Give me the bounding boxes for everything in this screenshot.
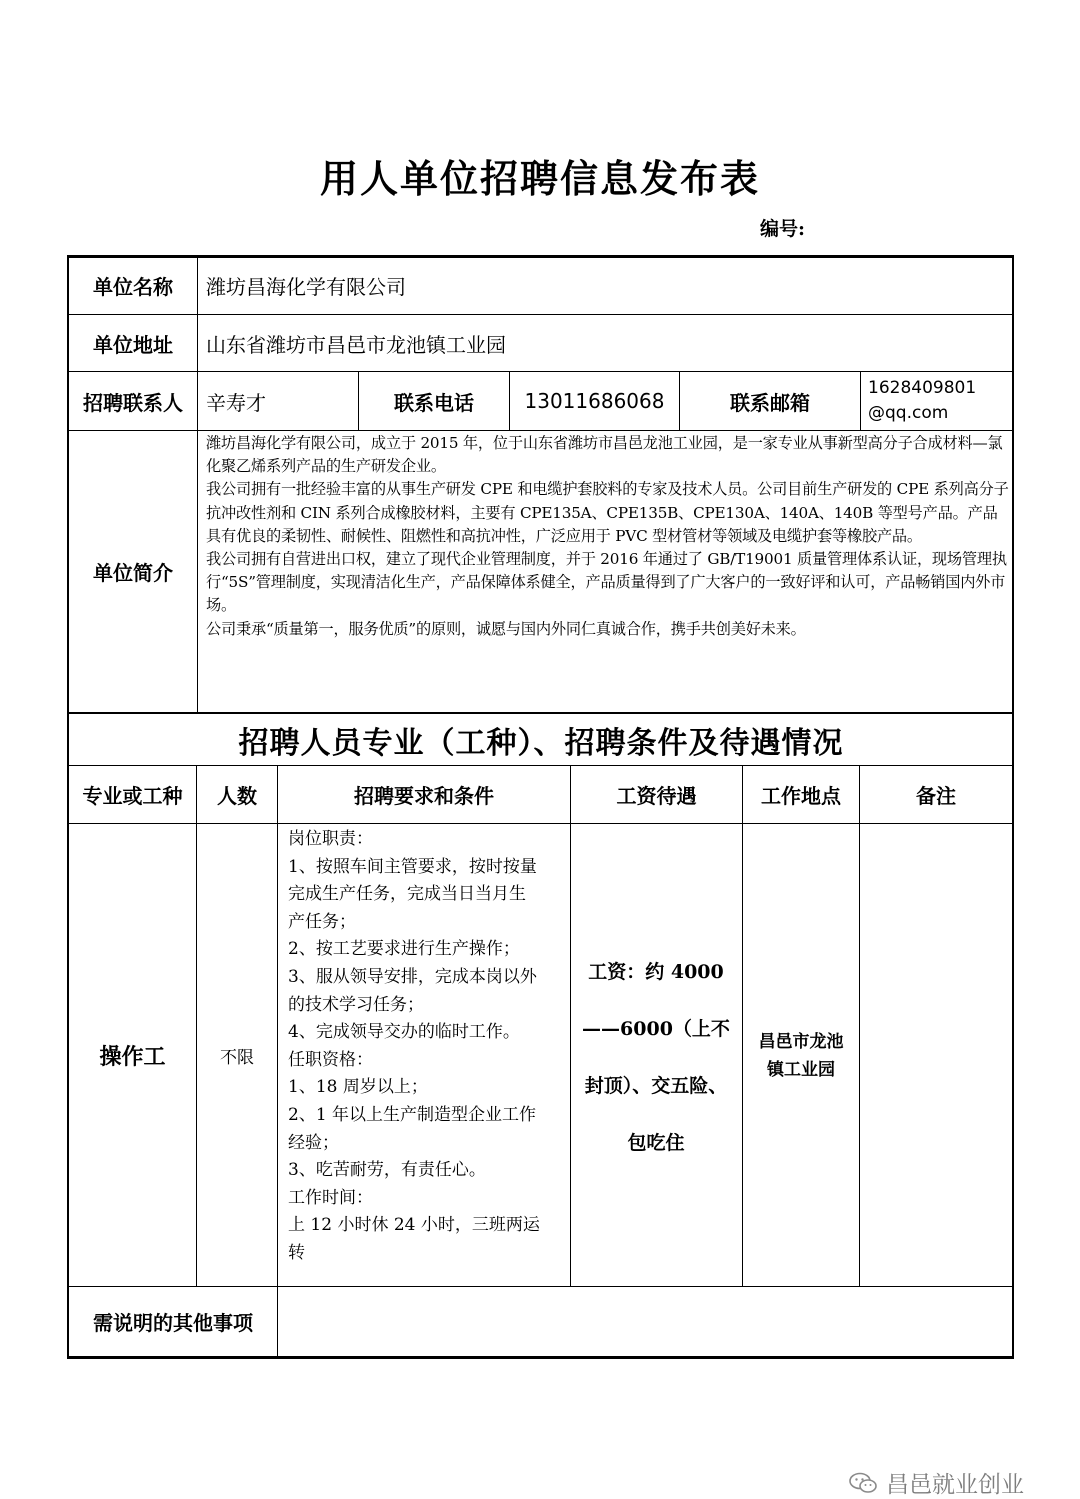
requirement-line: 完成生产任务，完成当日当月生 (288, 884, 526, 905)
address-value: 山东省潍坊市昌邑市龙池镇工业园 (206, 332, 506, 357)
salary-line: 工资：约 4000 (588, 961, 724, 983)
intro-text (206, 432, 1010, 641)
requirement-line: 2、按工艺要求进行生产操作； (288, 939, 520, 960)
requirement-line: 的技术学习任务； (288, 994, 424, 1015)
column-header-position: 专业或工种 (82, 784, 183, 808)
column-divider (277, 765, 278, 1356)
page-title: 用人单位招聘信息发布表 (319, 156, 760, 201)
company-name-value: 潍坊昌海化学有限公司 (206, 275, 406, 299)
requirement-line: 工作时间： (288, 1187, 373, 1208)
requirement-line: 岗位职责： (288, 829, 373, 849)
address-label: 单位地址 (93, 332, 173, 357)
requirement-line: 3、吃苦耐劳，有责任心。 (288, 1160, 486, 1181)
requirement-line: 任职资格： (288, 1049, 373, 1070)
intro-paragraph: 我公司拥有一批经验丰富的从事生产研发 CPE 和电缆护套胶料的专家及技术人员。公司目前生产研发的 CPE 系列高分子抗冲改性剂和 CIN 系列合成橡胶材料，主要有 CPE135A、CPE135B、CPE130A、140A、140B 等型号产品。产品具有优良的柔韧性、耐候性、阻燃性和高抗冲性，广泛应用于 PVC 型材管材等领域及电缆护套等橡胶产品。 (206, 480, 1009, 545)
column-divider (570, 765, 571, 1286)
phone-value: 13011686068 (524, 389, 665, 413)
requirement-line: 3、服从领导安排，完成本岗以外 (288, 966, 537, 987)
requirement-line: 上 12 小时休 24 小时，三班两运 (288, 1215, 540, 1236)
requirement-line: 转 (288, 1242, 305, 1263)
salary-line: 封顶）、交五险、 (584, 1075, 728, 1097)
requirement-line: 2、1 年以上生产制造型企业工作 (288, 1104, 537, 1125)
intro-label: 单位简介 (93, 561, 173, 585)
company-name-label: 单位名称 (93, 275, 173, 299)
watermark (848, 1466, 1024, 1499)
column-divider (197, 256, 198, 712)
other-notes-label: 需说明的其他事项 (93, 1310, 253, 1335)
contact-person-label: 招聘联系人 (83, 390, 183, 415)
column-header-remark: 备注 (916, 784, 956, 808)
workplace-line: 镇工业园 (767, 1060, 835, 1080)
requirement-line: 4、完成领导交办的临时工作。 (288, 1022, 520, 1043)
row-divider (68, 712, 1012, 714)
column-header-requirements: 招聘要求和条件 (354, 784, 494, 808)
contact-person-value: 辛寿才 (206, 390, 266, 415)
intro-paragraph: 我公司拥有自营进出口权，建立了现代企业管理制度，并于 2016 年通过了 GB/T19001 质量管理体系认证，现场管理执行“5S”管理制度，实现清洁化生产，产品保障体系健全，产品质量得到了广大客户的一致好评和认可，产品畅销国内外市场。 (206, 550, 1007, 615)
column-header-workplace: 工作地点 (761, 784, 841, 808)
job-workplace (746, 1028, 856, 1084)
email-line-1: 1628409801 (868, 378, 977, 398)
requirement-line: 经验； (288, 1132, 339, 1153)
serial-number-label: 编号: (760, 218, 806, 240)
requirement-line: 1、按照车间主管要求，按时按量 (288, 856, 537, 877)
column-divider (860, 371, 861, 430)
phone-label: 联系电话 (394, 390, 474, 415)
job-count: 不限 (220, 1047, 254, 1068)
job-remark (860, 824, 1012, 1286)
email-line-2: @qq.com (868, 403, 949, 423)
column-header-salary: 工资待遇 (616, 784, 697, 808)
salary-line: 包吃住 (627, 1132, 685, 1154)
watermark-text: 昌邑就业创业 (886, 1472, 1024, 1498)
job-requirements (288, 826, 566, 1268)
intro-paragraph: 潍坊昌海化学有限公司，成立于 2015 年，位于山东省潍坊市昌邑龙池工业园，是一家专业从事新型高分子合成材料—氯化聚乙烯系列产品的生产研发企业。 (206, 434, 1003, 476)
wechat-icon (848, 1472, 878, 1494)
section-title: 招聘人员专业（工种）、招聘条件及待遇情况 (238, 726, 844, 761)
row-divider (68, 430, 1012, 431)
requirement-line: 1、18 周岁以上； (288, 1077, 428, 1098)
column-divider (742, 765, 743, 1286)
salary-line: ——6000（上不 (582, 1018, 730, 1040)
email-value (868, 372, 1010, 430)
column-header-count: 人数 (217, 784, 257, 808)
job-position: 操作工 (99, 1043, 166, 1070)
intro-paragraph: 公司秉承“质量第一，服务优质”的原则，诚愿与国内外同仁真诚合作，携手共创美好未来。 (206, 619, 806, 638)
other-notes-value (286, 1287, 1006, 1355)
requirement-line: 产任务； (288, 911, 356, 932)
job-salary (574, 944, 738, 1172)
workplace-line: 昌邑市龙池 (758, 1032, 844, 1052)
email-label: 联系邮箱 (730, 390, 810, 415)
